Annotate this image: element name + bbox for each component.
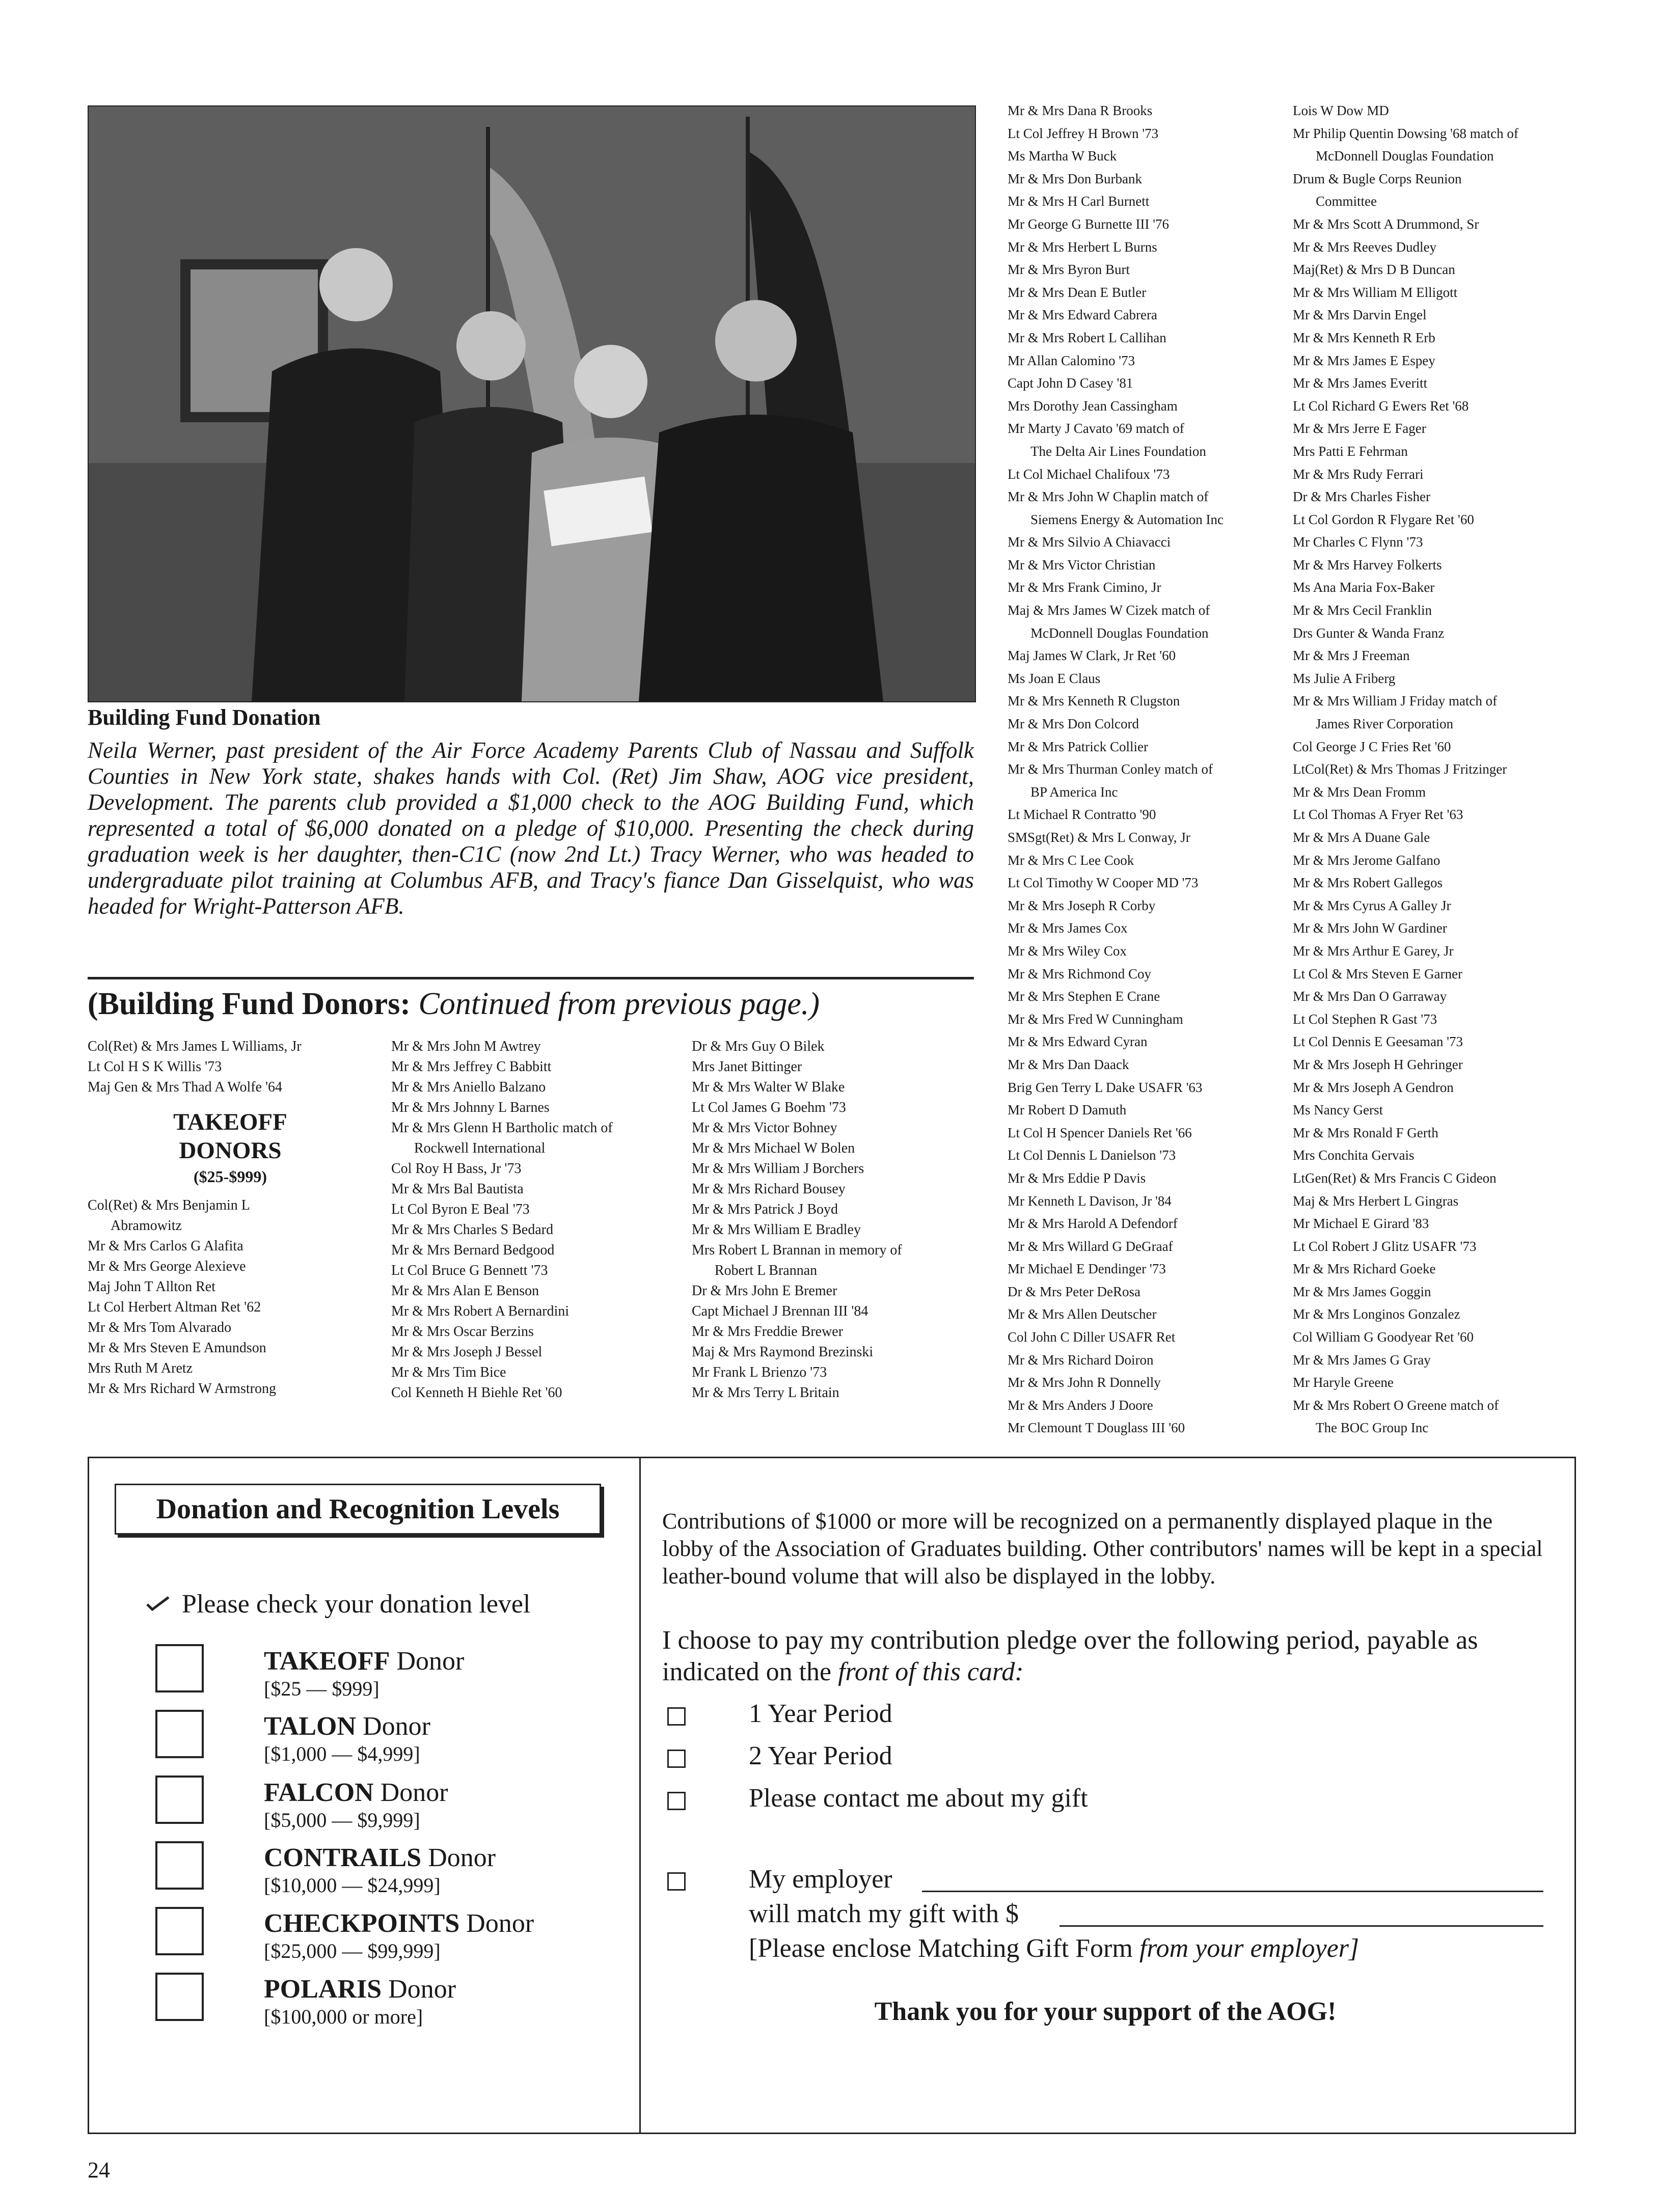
list-item: Mr & Mrs Arthur E Garey, Jr — [1293, 943, 1454, 959]
list-item: Mr & Mrs James G Gray — [1293, 1352, 1431, 1368]
donor-column-3 — [692, 1036, 977, 1403]
list-item: Mr & Mrs Dean E Butler — [1008, 284, 1147, 300]
donor-column-2 — [391, 1036, 687, 1403]
list-item: Mr & Mrs Robert O Greene match of — [1293, 1397, 1499, 1413]
list-item: Lt Col Thomas A Fryer Ret '63 — [1293, 807, 1463, 823]
list-item: Mr & Mrs John W Chaplin match of — [1008, 489, 1209, 505]
list-item: Mr & Mrs Joseph J Bessel — [391, 1344, 542, 1360]
polaris-level-range: [$100,000 or more] — [264, 2005, 423, 2028]
list-item: Lt Michael R Contratto '90 — [1008, 807, 1156, 823]
list-item: Lt Col Richard G Ewers Ret '68 — [1293, 398, 1469, 414]
list-item: Mr & Mrs Richard Bousey — [692, 1181, 846, 1197]
list-item: Mr Michael E Dendinger '73 — [1008, 1261, 1166, 1277]
list-item: Lt Col Dennis E Geesaman '73 — [1293, 1034, 1463, 1050]
list-item: SMSgt(Ret) & Mrs L Conway, Jr — [1008, 830, 1190, 845]
list-item: Mrs Janet Bittinger — [692, 1059, 802, 1075]
list-item: Col George J C Fries Ret '60 — [1293, 739, 1451, 754]
list-item: Mr Frank L Brienzo '73 — [692, 1364, 827, 1380]
level-suffix: Donor — [373, 1778, 448, 1807]
list-item: Mr & Mrs Herbert L Burns — [1008, 239, 1157, 255]
two-year-label: 2 Year Period — [749, 1741, 892, 1770]
list-item: The Delta Air Lines Foundation — [1030, 443, 1206, 459]
list-item: Ms Joan E Claus — [1008, 670, 1101, 686]
list-item: Mr & Mrs Harvey Folkerts — [1293, 557, 1442, 572]
list-item: Mr & Mrs Thurman Conley match of — [1008, 761, 1213, 777]
payment-period-main: I choose to pay my contribution pledge over the following period, payable as indicated on the — [662, 1626, 1478, 1686]
level-name: TALON — [264, 1712, 357, 1741]
list-item: Mr & Mrs James E Espey — [1293, 352, 1435, 368]
list-item: Maj & Mrs James W Cizek match of — [1008, 603, 1210, 618]
list-item: Lt Col Stephen R Gast '73 — [1293, 1011, 1437, 1027]
takeoff-level-range: [$25 — $999] — [264, 1677, 379, 1700]
one-year-checkbox[interactable] — [667, 1707, 686, 1726]
list-item: Ms Julie A Friberg — [1293, 670, 1396, 686]
list-item: McDonnell Douglas Foundation — [1316, 148, 1494, 164]
list-item: Mr & Mrs William E Bradley — [692, 1222, 861, 1238]
list-item: Mr & Mrs Joseph R Corby — [1008, 897, 1156, 913]
employer-label: My employer — [749, 1865, 892, 1894]
takeoff-section-header — [88, 1108, 373, 1188]
talon-checkbox[interactable] — [155, 1710, 204, 1758]
list-item: Mr Kenneth L Davison, Jr '84 — [1008, 1193, 1172, 1209]
list-item: Dr & Mrs Guy O Bilek — [692, 1039, 825, 1054]
list-item: Mr & Mrs George Alexieve — [88, 1259, 246, 1274]
list-item: Col(Ret) & Mrs Benjamin L — [88, 1197, 250, 1213]
list-item: Mrs Conchita Gervais — [1293, 1148, 1415, 1163]
list-item: Mr Marty J Cavato '69 match of — [1008, 421, 1184, 436]
list-item: Mr & Mrs William J Borchers — [692, 1161, 864, 1177]
list-item: Mr & Mrs Rudy Ferrari — [1293, 466, 1424, 482]
list-item: Mr & Mrs Frank Cimino, Jr — [1008, 580, 1161, 595]
list-item: Committee — [1316, 194, 1377, 209]
takeoff-checkbox[interactable] — [155, 1644, 204, 1692]
donor-column-4 — [1008, 99, 1293, 1439]
list-item: Mr & Mrs Dana R Brooks — [1008, 103, 1153, 118]
list-item: Mr & Mrs Darvin Engel — [1293, 307, 1427, 323]
list-item: Mr & Mrs Aniello Balzano — [391, 1079, 546, 1095]
list-item: Mr & Mrs Richard Goeke — [1293, 1261, 1436, 1277]
polaris-level-name — [264, 1974, 456, 2004]
donor-column-1 — [88, 1036, 373, 1399]
list-item: Lt Col Robert J Glitz USAFR '73 — [1293, 1238, 1477, 1254]
list-item: Mr & Mrs James Everitt — [1293, 375, 1427, 391]
donor-column-5 — [1293, 99, 1598, 1439]
list-item: Mr & Mrs Ronald F Gerth — [1293, 1125, 1438, 1140]
donors-heading-italic: Continued from previous page.) — [411, 987, 820, 1021]
list-item: Mr & Mrs Tim Bice — [391, 1364, 506, 1380]
level-suffix: Donor — [390, 1647, 465, 1676]
list-item: McDonnell Douglas Foundation — [1030, 625, 1209, 641]
list-item: Mr & Mrs Don Burbank — [1008, 171, 1142, 186]
list-item: Maj & Mrs Herbert L Gingras — [1293, 1193, 1459, 1209]
donors-heading-bold: (Building Fund Donors: — [88, 987, 411, 1021]
contribution-recognition-text: Contributions of $1000 or more will be recognized on a permanently displayed plaque in the lobby of the Association of Graduates building. Other contributors' names will be kept in a special leather-bound volume that will also be displayed in the lobby. — [662, 1509, 1543, 1589]
list-item: Capt John D Casey '81 — [1008, 375, 1133, 391]
list-item: Mr & Mrs Joseph A Gendron — [1293, 1079, 1454, 1095]
list-item: Mr & Mrs Don Colcord — [1008, 716, 1139, 732]
list-item: Mr & Mrs Walter W Blake — [692, 1079, 845, 1095]
list-item: Mr & Mrs Bal Bautista — [391, 1181, 524, 1197]
one-year-label: 1 Year Period — [749, 1699, 892, 1728]
matching-gift-note-main: [Please enclose Matching Gift Form — [749, 1934, 1139, 1963]
list-item: Siemens Energy & Automation Inc — [1030, 511, 1224, 527]
list-item: Mr & Mrs John R Donnelly — [1008, 1375, 1161, 1390]
list-item: Mr & Mrs Byron Burt — [1008, 262, 1130, 278]
list-item: Mr & Mrs Kenneth R Erb — [1293, 330, 1435, 345]
list-item: Lt Col Bruce G Bennett '73 — [391, 1263, 548, 1278]
list-item: Mr & Mrs Kenneth R Clugston — [1008, 693, 1180, 709]
list-item: Ms Ana Maria Fox-Baker — [1293, 580, 1435, 595]
list-item: Mr & Mrs Patrick Collier — [1008, 739, 1148, 754]
checkpoints-checkbox[interactable] — [155, 1907, 204, 1955]
list-item: Dr & Mrs Charles Fisher — [1293, 489, 1430, 505]
talon-level-name — [264, 1711, 430, 1741]
donor-list-top — [88, 1036, 373, 1098]
list-item: Maj Gen & Mrs Thad A Wolfe '64 — [88, 1079, 283, 1095]
list-item: Lt Col Gordon R Flygare Ret '60 — [1293, 511, 1474, 527]
list-item: Mr & Mrs Robert L Callihan — [1008, 330, 1166, 345]
list-item: Mr & Mrs Silvio A Chiavacci — [1008, 534, 1171, 550]
list-item: Mr & Mrs Victor Christian — [1008, 557, 1156, 572]
donor-list-bottom — [88, 1195, 373, 1399]
list-item: Mr & Mrs Richard Doiron — [1008, 1352, 1154, 1368]
list-item: Lt Col Dennis L Danielson '73 — [1008, 1148, 1176, 1163]
list-item: Mr & Mrs J Freeman — [1293, 648, 1410, 664]
list-item: Dr & Mrs John E Bremer — [692, 1283, 837, 1299]
takeoff-title-line2: DONORS — [179, 1137, 282, 1164]
list-item: Mr & Mrs Bernard Bedgood — [391, 1242, 555, 1258]
list-item: Mrs Patti E Fehrman — [1293, 443, 1408, 459]
form-divider — [639, 1457, 641, 2134]
contrails-level-name — [264, 1843, 496, 1873]
list-item: Mr & Mrs Dan O Garraway — [1293, 989, 1447, 1004]
list-item: Mr & Mrs Dean Fromm — [1293, 784, 1426, 800]
list-item: Dr & Mrs Peter DeRosa — [1008, 1283, 1140, 1299]
list-item: Mr & Mrs Patrick J Boyd — [692, 1201, 838, 1217]
list-item: Mr & Mrs James Goggin — [1293, 1283, 1431, 1299]
list-item: LtCol(Ret) & Mrs Thomas J Fritzinger — [1293, 761, 1507, 777]
list-item: Mr & Mrs Fred W Cunningham — [1008, 1011, 1183, 1027]
list-item: Abramowitz — [111, 1218, 182, 1234]
level-name: TAKEOFF — [264, 1647, 390, 1676]
matching-gift-note — [749, 1933, 1359, 1963]
list-item: Mrs Ruth M Aretz — [88, 1360, 193, 1376]
list-item: Mr & Mrs Glenn H Bartholic match of — [391, 1120, 613, 1136]
list-item: Mr & Mrs Scott A Drummond, Sr — [1293, 216, 1479, 232]
list-item: Lt Col Byron E Beal '73 — [391, 1201, 530, 1217]
list-item: Mr & Mrs Eddie P Davis — [1008, 1170, 1146, 1186]
list-item: Mr & Mrs Richmond Coy — [1008, 966, 1152, 981]
list-item: Mr & Mrs Edward Cyran — [1008, 1034, 1148, 1050]
contact-me-checkbox[interactable] — [667, 1792, 686, 1810]
match-amount-label: will match my gift with $ — [749, 1899, 1019, 1928]
list-item: Col William G Goodyear Ret '60 — [1293, 1329, 1474, 1345]
list-item: Mr & Mrs James Cox — [1008, 920, 1128, 936]
list-item: Mr Charles C Flynn '73 — [1293, 534, 1423, 550]
list-item: Brig Gen Terry L Dake USAFR '63 — [1008, 1079, 1203, 1095]
list-item: Rockwell International — [414, 1140, 546, 1156]
caption-title: Building Fund Donation — [88, 705, 321, 730]
list-item: Mr & Mrs H Carl Burnett — [1008, 194, 1150, 209]
photo-illustration — [89, 106, 975, 701]
levels-title: Donation and Recognition Levels — [156, 1493, 560, 1525]
list-item: Lois W Dow MD — [1293, 103, 1389, 118]
employer-match-checkbox[interactable] — [667, 1872, 686, 1891]
checkpoints-level-name — [264, 1908, 534, 1938]
list-item: Mr & Mrs Charles S Bedard — [391, 1222, 554, 1238]
takeoff-title-line1: TAKEOFF — [173, 1109, 287, 1135]
list-item: Mr & Mrs Robert Gallegos — [1293, 875, 1443, 891]
list-item: Mr & Mrs Freddie Brewer — [692, 1324, 844, 1340]
match-amount-field[interactable] — [1060, 1925, 1543, 1927]
talon-level-range: [$1,000 — $4,999] — [264, 1742, 420, 1765]
matching-gift-note-italic: from your employer] — [1139, 1934, 1360, 1963]
section-divider — [88, 977, 974, 979]
list-item: Mr & Mrs Alan E Benson — [391, 1283, 539, 1299]
list-item: Mr & Mrs Dan Daack — [1008, 1056, 1129, 1072]
list-item: Mr Haryle Greene — [1293, 1375, 1394, 1390]
list-item: Mrs Robert L Brannan in memory of — [692, 1242, 902, 1258]
polaris-checkbox[interactable] — [155, 1973, 204, 2021]
list-item: Col John C Diller USAFR Ret — [1008, 1329, 1176, 1345]
list-item: Ms Martha W Buck — [1008, 148, 1117, 164]
two-year-checkbox[interactable] — [667, 1750, 686, 1768]
list-item: Mr Philip Quentin Dowsing '68 match of — [1293, 125, 1518, 141]
falcon-level-range: [$5,000 — $9,999] — [264, 1809, 420, 1832]
list-item: Mr & Mrs Edward Cabrera — [1008, 307, 1157, 323]
employer-name-field[interactable] — [922, 1891, 1543, 1892]
list-item: Mr & Mrs C Lee Cook — [1008, 852, 1134, 868]
list-item: Lt Col James G Boehm '73 — [692, 1100, 846, 1115]
checkpoints-level-range: [$25,000 — $99,999] — [264, 1940, 441, 1962]
level-suffix: Donor — [459, 1909, 534, 1938]
list-item: Mr & Mrs Jerome Galfano — [1293, 852, 1441, 868]
list-item: Col(Ret) & Mrs James L Williams, Jr — [88, 1039, 302, 1054]
list-item: Drum & Bugle Corps Reunion — [1293, 171, 1462, 186]
payment-period-text — [662, 1625, 1549, 1688]
level-name: FALCON — [264, 1778, 374, 1807]
level-name: CHECKPOINTS — [264, 1909, 460, 1938]
list-item: Robert L Brannan — [715, 1263, 818, 1278]
list-item: Mr & Mrs John M Awtrey — [391, 1039, 541, 1054]
list-item: Mr & Mrs Reeves Dudley — [1293, 239, 1436, 255]
page-number: 24 — [88, 2158, 110, 2182]
donors-heading — [88, 986, 820, 1022]
list-item: Mr & Mrs William J Friday match of — [1293, 693, 1498, 709]
level-name: POLARIS — [264, 1975, 382, 2004]
list-item: Mr & Mrs Wiley Cox — [1008, 943, 1127, 959]
list-item: Col Kenneth H Biehle Ret '60 — [391, 1385, 562, 1401]
list-item: Mr Clemount T Douglass III '60 — [1008, 1420, 1185, 1436]
list-item: Mr & Mrs Johnny L Barnes — [391, 1100, 550, 1115]
list-item: Mr & Mrs Victor Bohney — [692, 1120, 837, 1136]
list-item: Mr & Mrs Robert A Bernardini — [391, 1303, 569, 1319]
list-item: Mr & Mrs Jerre E Fager — [1293, 421, 1426, 436]
list-item: Mr & Mrs Stephen E Crane — [1008, 989, 1160, 1004]
list-item: Mr & Mrs Cecil Franklin — [1293, 603, 1432, 618]
takeoff-range: ($25-$999) — [194, 1167, 267, 1186]
list-item: Lt Col & Mrs Steven E Garner — [1293, 966, 1462, 981]
list-item: Mr & Mrs Carlos G Alafita — [88, 1238, 243, 1254]
list-item: Mr & Mrs Michael W Bolen — [692, 1140, 855, 1156]
list-item: Mr Michael E Girard '83 — [1293, 1216, 1429, 1232]
list-item: LtGen(Ret) & Mrs Francis C Gideon — [1293, 1170, 1497, 1186]
list-item: Mr George G Burnette III '76 — [1008, 216, 1170, 232]
caption-text: Neila Werner, past president of the Air Force Academy Parents Club of Nassau and Suffolk Counties in New York state, shakes hands with Col. (Ret) Jim Shaw, AOG vice president, Development. The parents club provided a $1,000 check to the AOG Building Fund, which represented a total of $6,000 donated on a pledge of $10,000. Presenting the check during graduation week is her daughter, then-C1C (now 2nd Lt.) Tracy Werner, who was headed to undergraduate pilot training at Columbus AFB, and Tracy's fiance Dan Gisselquist, who was headed for Wright-Patterson AFB. — [88, 738, 974, 919]
thank-you-text: Thank you for your support of the AOG! — [874, 1997, 1337, 2026]
list-item: The BOC Group Inc — [1316, 1420, 1429, 1436]
list-item: Lt Col H Spencer Daniels Ret '66 — [1008, 1125, 1192, 1140]
list-item: Mr & Mrs Jeffrey C Babbitt — [391, 1059, 552, 1075]
list-item: Mr & Mrs William M Elligott — [1293, 284, 1458, 300]
level-name: CONTRAILS — [264, 1843, 422, 1872]
list-item: Mr Robert D Damuth — [1008, 1102, 1127, 1118]
check-note-text: Please check your donation level — [182, 1590, 531, 1619]
list-item: Lt Col Jeffrey H Brown '73 — [1008, 125, 1159, 141]
list-item: Col Roy H Bass, Jr '73 — [391, 1161, 522, 1177]
list-item: Mr & Mrs Willard G DeGraaf — [1008, 1238, 1173, 1254]
list-item: Mr & Mrs Anders J Doore — [1008, 1397, 1153, 1413]
list-item: Mr & Mrs Joseph H Gehringer — [1293, 1056, 1463, 1072]
list-item: Drs Gunter & Wanda Franz — [1293, 625, 1445, 641]
contrails-checkbox[interactable] — [155, 1841, 204, 1890]
list-item: James River Corporation — [1316, 716, 1453, 732]
list-item: Mr & Mrs Richard W Armstrong — [88, 1381, 276, 1397]
building-fund-photo — [88, 105, 976, 702]
list-item: Mr & Mrs Oscar Berzins — [391, 1324, 534, 1340]
list-item: Mr & Mrs Harold A Defendorf — [1008, 1216, 1178, 1232]
list-item: Maj John T Allton Ret — [88, 1279, 215, 1295]
list-item: Mr & Mrs A Duane Gale — [1293, 830, 1430, 845]
falcon-checkbox[interactable] — [155, 1776, 204, 1824]
list-item: Mr & Mrs Cyrus A Galley Jr — [1293, 897, 1451, 913]
payment-period-italic: front of this card: — [838, 1657, 1024, 1686]
takeoff-level-name — [264, 1646, 464, 1676]
contrails-level-range: [$10,000 — $24,999] — [264, 1874, 441, 1897]
list-item: Capt Michael J Brennan III '84 — [692, 1303, 868, 1319]
list-item: Lt Col Michael Chalifoux '73 — [1008, 466, 1170, 482]
contact-me-label: Please contact me about my gift — [749, 1784, 1088, 1813]
list-item: Mr & Mrs Steven E Amundson — [88, 1340, 266, 1356]
list-item: Mr Allan Calomino '73 — [1008, 352, 1135, 368]
list-item: Lt Col Timothy W Cooper MD '73 — [1008, 875, 1199, 891]
list-item: Mrs Dorothy Jean Cassingham — [1008, 398, 1178, 414]
falcon-level-name — [264, 1778, 448, 1808]
list-item: Maj(Ret) & Mrs D B Duncan — [1293, 262, 1455, 278]
list-item: Mr & Mrs Terry L Britain — [692, 1385, 839, 1401]
list-item: Mr & Mrs Longinos Gonzalez — [1293, 1306, 1460, 1322]
list-item: Lt Col H S K Willis '73 — [88, 1059, 222, 1075]
list-item: Mr & Mrs John W Gardiner — [1293, 920, 1447, 936]
list-item: Maj & Mrs Raymond Brezinski — [692, 1344, 874, 1360]
list-item: Maj James W Clark, Jr Ret '60 — [1008, 648, 1176, 664]
level-suffix: Donor — [356, 1712, 430, 1741]
list-item: Mr & Mrs Allen Deutscher — [1008, 1306, 1157, 1322]
checkmark-icon — [145, 1589, 171, 1619]
list-item: BP America Inc — [1030, 784, 1118, 800]
level-suffix: Donor — [421, 1843, 496, 1872]
check-note — [145, 1589, 530, 1619]
level-suffix: Donor — [382, 1975, 456, 2004]
list-item: Lt Col Herbert Altman Ret '62 — [88, 1299, 261, 1315]
list-item: Ms Nancy Gerst — [1293, 1102, 1383, 1118]
list-item: Mr & Mrs Tom Alvarado — [88, 1320, 232, 1335]
